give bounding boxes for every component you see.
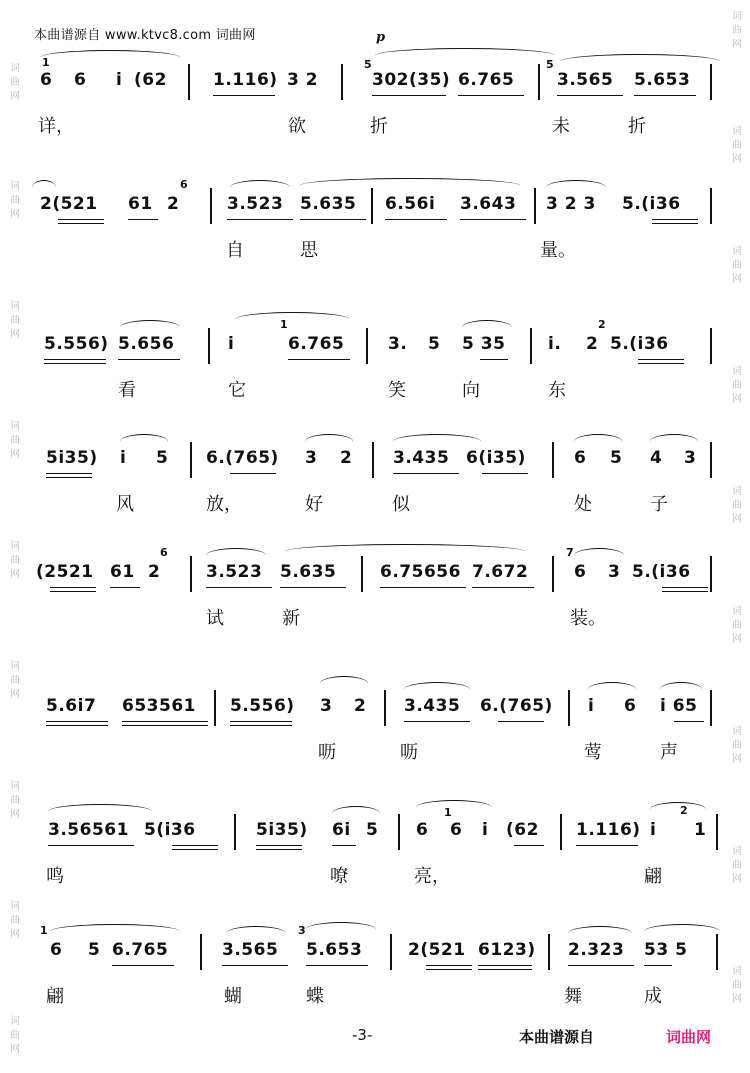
bar-line — [710, 556, 712, 592]
note: i — [228, 334, 235, 354]
note: 5 — [156, 448, 169, 468]
note: 6 — [624, 696, 637, 716]
note: 5(i36 — [144, 820, 196, 840]
slur — [285, 544, 525, 559]
slur — [660, 682, 702, 697]
underline-beam — [300, 219, 366, 220]
slur — [588, 682, 636, 697]
note: 6123) — [478, 940, 536, 960]
underline-beam — [44, 363, 106, 364]
slur — [230, 180, 290, 195]
underline-beam — [638, 359, 684, 360]
note: i — [588, 696, 595, 716]
footer-site-logo: 词曲网 — [666, 1028, 712, 1046]
lyric: 向 — [462, 380, 480, 401]
slur — [48, 804, 152, 819]
note: 3.435 — [404, 696, 461, 716]
underline-beam — [634, 95, 696, 96]
note: 3.56561 — [48, 820, 129, 840]
grace-note: 5 — [546, 58, 555, 71]
note: 3.523 — [227, 194, 284, 214]
page-number: -3- — [352, 1026, 373, 1044]
lyric: 自 — [226, 240, 244, 261]
slur — [32, 180, 56, 195]
watermark-left-6: 词 曲 网 — [10, 661, 20, 700]
underline-beam — [172, 849, 218, 850]
note: 302(35) — [372, 70, 451, 90]
note: (62 — [506, 820, 539, 840]
lyric: 新 — [282, 608, 300, 629]
note: 5.653 — [634, 70, 691, 90]
lyric: 声 — [660, 742, 678, 763]
underline-beam — [372, 95, 446, 96]
bar-line — [530, 328, 532, 364]
note: 5 — [366, 820, 379, 840]
bar-line — [190, 556, 192, 592]
slur — [574, 434, 622, 449]
bar-line — [716, 934, 718, 970]
underline-beam — [306, 965, 368, 966]
grace-note: 2 — [598, 318, 607, 331]
underline-beam — [480, 359, 508, 360]
slur — [300, 178, 520, 193]
note: 3.435 — [393, 448, 450, 468]
note: 5.(i36 — [622, 194, 681, 214]
watermark-left-7: 词 曲 网 — [10, 781, 20, 820]
note: 6 — [416, 820, 429, 840]
bar-line — [716, 814, 718, 850]
bar-line — [534, 188, 536, 224]
note: 7.672 — [472, 562, 529, 582]
watermark-left-5: 词 曲 网 — [10, 541, 20, 580]
underline-beam — [128, 219, 158, 220]
grace-note: 2 — [680, 804, 689, 817]
lyric: 它 — [228, 380, 246, 401]
bar-line — [398, 814, 400, 850]
bar-line — [372, 442, 374, 478]
underline-beam — [380, 587, 466, 588]
watermark-right-3: 词 曲 网 — [732, 246, 742, 285]
note: 5 — [428, 334, 441, 354]
watermark-right-9: 词 曲 网 — [732, 966, 742, 1005]
slur — [650, 802, 706, 817]
underline-beam — [385, 219, 447, 220]
underline-beam — [172, 845, 218, 846]
underline-beam — [213, 95, 275, 96]
lyric: 笑 — [388, 380, 406, 401]
note: 5.635 — [280, 562, 337, 582]
note: 653561 — [122, 696, 196, 716]
underline-beam — [514, 845, 544, 846]
bar-line — [188, 64, 190, 100]
underline-beam — [576, 845, 638, 846]
slur — [404, 682, 470, 697]
note: 6.(765) — [206, 448, 279, 468]
underline-beam — [46, 473, 92, 474]
watermark-left-4: 词 曲 网 — [10, 421, 20, 460]
bar-line — [371, 188, 373, 224]
bar-line — [366, 328, 368, 364]
underline-beam — [662, 591, 708, 592]
lyric: 子 — [650, 494, 668, 515]
lyric: 似 — [392, 494, 410, 515]
underline-beam — [222, 965, 288, 966]
grace-note: 1 — [42, 56, 51, 69]
note: 5.656 — [118, 334, 175, 354]
note: 2(521 — [408, 940, 466, 960]
underline-beam — [230, 725, 292, 726]
grace-note: 1 — [444, 806, 453, 819]
underline-beam — [482, 473, 528, 474]
watermark-right-1: 词 曲 网 — [732, 11, 742, 50]
underline-beam — [46, 721, 108, 722]
note: 5 35 — [462, 334, 506, 354]
lyric: 翩 — [46, 986, 64, 1007]
lyric: 装。 — [570, 608, 606, 629]
note: 5.6i7 — [46, 696, 97, 716]
note: 61 — [110, 562, 135, 582]
lyric: 看 — [118, 380, 136, 401]
note: 3 — [608, 562, 621, 582]
grace-note: 3 — [298, 924, 307, 937]
slur — [120, 434, 168, 449]
note: 61 — [128, 194, 153, 214]
note: 2.323 — [568, 940, 625, 960]
lyric: 风 — [116, 494, 134, 515]
underline-beam — [48, 845, 134, 846]
underline-beam — [460, 219, 526, 220]
watermark-right-8: 词 曲 网 — [732, 846, 742, 885]
lyric: 呖 — [318, 742, 336, 763]
underline-beam — [280, 587, 346, 588]
note: 5 — [88, 940, 101, 960]
slur — [320, 676, 368, 691]
slur — [393, 434, 481, 449]
lyric: 嘹 — [330, 866, 348, 887]
note: 6.765 — [112, 940, 169, 960]
lyric: 蝶 — [306, 986, 324, 1007]
lyric: 亮， — [414, 866, 450, 887]
slur — [546, 180, 606, 195]
slur — [332, 806, 380, 821]
note: i. — [548, 334, 562, 354]
bar-line — [548, 934, 550, 970]
watermark-left-1: 词 曲 网 — [10, 63, 20, 102]
watermark-right-2: 词 曲 网 — [732, 126, 742, 165]
bar-line — [710, 328, 712, 364]
underline-beam — [58, 219, 104, 220]
note: 6(i35) — [466, 448, 526, 468]
underline-beam — [46, 725, 108, 726]
slur — [375, 48, 555, 63]
bar-line — [190, 442, 192, 478]
grace-note: 1 — [40, 924, 49, 937]
bar-line — [341, 64, 343, 100]
watermark-right-7: 词 曲 网 — [732, 726, 742, 765]
note: 3 — [320, 696, 333, 716]
underline-beam — [478, 969, 532, 970]
bar-line — [538, 64, 540, 100]
grace-note: 6 — [160, 546, 169, 559]
note: 5i35) — [256, 820, 308, 840]
lyric: 放， — [206, 494, 242, 515]
underline-beam — [122, 725, 208, 726]
note: 6 — [450, 820, 463, 840]
underline-beam — [256, 849, 302, 850]
note: 6.75656 — [380, 562, 461, 582]
note: i 65 — [660, 696, 698, 716]
lyric: 思 — [300, 240, 318, 261]
note: 5 — [610, 448, 623, 468]
lyric: 量。 — [540, 240, 576, 261]
note: i — [120, 448, 127, 468]
lyric: 好 — [305, 494, 323, 515]
note: 5i35) — [46, 448, 98, 468]
note: i — [650, 820, 657, 840]
bar-line — [234, 814, 236, 850]
note: 3 2 3 — [546, 194, 596, 214]
underline-beam — [404, 721, 470, 722]
bar-line — [384, 690, 386, 726]
underline-beam — [332, 845, 356, 846]
underline-beam — [206, 587, 272, 588]
bar-line — [710, 188, 712, 224]
underline-beam — [122, 721, 208, 722]
underline-beam — [557, 95, 623, 96]
bar-line — [568, 690, 570, 726]
bar-line — [200, 934, 202, 970]
note: 6.(765) — [480, 696, 553, 716]
bar-line — [552, 442, 554, 478]
bar-line — [214, 690, 216, 726]
underline-beam — [498, 721, 544, 722]
note: 3.565 — [222, 940, 279, 960]
bar-line — [552, 556, 554, 592]
underline-beam — [426, 969, 472, 970]
page-header: 本曲谱源自 www.ktvc8.com 词曲网 — [34, 28, 256, 43]
lyric: 鸣 — [46, 866, 64, 887]
note: 6 — [50, 940, 63, 960]
note: 3 — [684, 448, 697, 468]
note: 3.643 — [460, 194, 517, 214]
watermark-left-2: 词 曲 网 — [10, 181, 20, 220]
slur — [40, 50, 180, 65]
note: 6 — [574, 448, 587, 468]
underline-beam — [44, 359, 106, 360]
note: i — [482, 820, 489, 840]
dynamic-piano-mark: p — [376, 30, 386, 45]
underline-beam — [662, 587, 708, 588]
lyric: 蝴 — [224, 986, 242, 1007]
slur — [560, 54, 720, 69]
note: 3. — [388, 334, 408, 354]
slur — [568, 926, 632, 941]
bar-line — [390, 934, 392, 970]
note: (2521 — [36, 562, 94, 582]
watermark-left-9: 词 曲 网 — [10, 1016, 20, 1055]
underline-beam — [110, 587, 140, 588]
note: 3 2 — [287, 70, 319, 90]
slur — [50, 924, 180, 939]
note: 5.(i36 — [632, 562, 691, 582]
slur — [235, 312, 350, 327]
slur — [120, 320, 180, 335]
underline-beam — [652, 219, 698, 220]
lyric: 试 — [206, 608, 224, 629]
note: 6 — [574, 562, 587, 582]
slur — [644, 924, 720, 939]
footer-source: 本曲谱源自 — [519, 1028, 595, 1046]
lyric: 未 — [552, 116, 570, 137]
note: 5.(i36 — [610, 334, 669, 354]
underline-beam — [568, 965, 634, 966]
underline-beam — [58, 223, 104, 224]
lyric: 成 — [644, 986, 662, 1007]
grace-note: 5 — [364, 58, 373, 71]
watermark-left-3: 词 曲 网 — [10, 301, 20, 340]
lyric: 折 — [628, 116, 646, 137]
note: 2 — [586, 334, 599, 354]
underline-beam — [426, 965, 472, 966]
note: 5.635 — [300, 194, 357, 214]
underline-beam — [50, 591, 96, 592]
lyric: 呖 — [400, 742, 418, 763]
note: 53 5 — [644, 940, 688, 960]
note: 6.56i — [385, 194, 436, 214]
slur — [306, 922, 376, 937]
note: 6 — [40, 70, 53, 90]
underline-beam — [227, 219, 293, 220]
underline-beam — [638, 363, 684, 364]
note: 1.116) — [213, 70, 278, 90]
bar-line — [210, 188, 212, 224]
underline-beam — [46, 477, 92, 478]
note: 5.556) — [44, 334, 109, 354]
grace-note: 6 — [180, 178, 189, 191]
note: 1 — [694, 820, 707, 840]
note: 2 — [354, 696, 367, 716]
lyric: 欲 — [288, 116, 306, 137]
underline-beam — [118, 359, 180, 360]
bar-line — [560, 814, 562, 850]
note: 2 — [167, 194, 180, 214]
note: 3.523 — [206, 562, 263, 582]
lyric: 处 — [574, 494, 592, 515]
underline-beam — [256, 845, 302, 846]
bar-line — [710, 64, 712, 100]
slur — [650, 434, 698, 449]
note: 6.765 — [288, 334, 345, 354]
note: 2 — [148, 562, 161, 582]
lyric: 莺 — [584, 742, 602, 763]
underline-beam — [644, 965, 672, 966]
watermark-right-4: 词 曲 网 — [732, 366, 742, 405]
underline-beam — [472, 587, 534, 588]
slur — [206, 548, 266, 563]
slur — [416, 800, 492, 815]
lyric: 舞 — [564, 986, 582, 1007]
note: 6.765 — [458, 70, 515, 90]
note: (62 — [134, 70, 167, 90]
slur — [305, 434, 353, 449]
note: 3 — [305, 448, 318, 468]
bar-line — [710, 690, 712, 726]
grace-note: 1 — [280, 318, 289, 331]
bar-line — [361, 556, 363, 592]
watermark-right-6: 词 曲 网 — [732, 606, 742, 645]
lyric: 详， — [38, 116, 74, 137]
note: 5.556) — [230, 696, 295, 716]
note: 2(521 — [40, 194, 98, 214]
underline-beam — [393, 473, 459, 474]
underline-beam — [458, 95, 524, 96]
watermark-left-8: 词 曲 网 — [10, 901, 20, 940]
watermark-right-5: 词 曲 网 — [732, 486, 742, 525]
note: 2 — [340, 448, 353, 468]
underline-beam — [674, 721, 704, 722]
underline-beam — [230, 721, 292, 722]
note: 6 — [74, 70, 87, 90]
lyric: 翩 — [644, 866, 662, 887]
lyric: 折 — [370, 116, 388, 137]
note: 1.116) — [576, 820, 641, 840]
note: 6i — [332, 820, 351, 840]
grace-note: 7 — [566, 546, 575, 559]
lyric: 东 — [548, 380, 566, 401]
underline-beam — [50, 587, 96, 588]
note: 5.653 — [306, 940, 363, 960]
note: i — [116, 70, 123, 90]
slur — [462, 320, 512, 335]
underline-beam — [288, 359, 350, 360]
note: 3.565 — [557, 70, 614, 90]
slur — [574, 548, 624, 563]
bar-line — [208, 328, 210, 364]
bar-line — [710, 442, 712, 478]
underline-beam — [478, 965, 532, 966]
underline-beam — [112, 965, 174, 966]
note: 4 — [650, 448, 663, 468]
underline-beam — [652, 223, 698, 224]
underline-beam — [230, 473, 276, 474]
slur — [226, 926, 286, 941]
